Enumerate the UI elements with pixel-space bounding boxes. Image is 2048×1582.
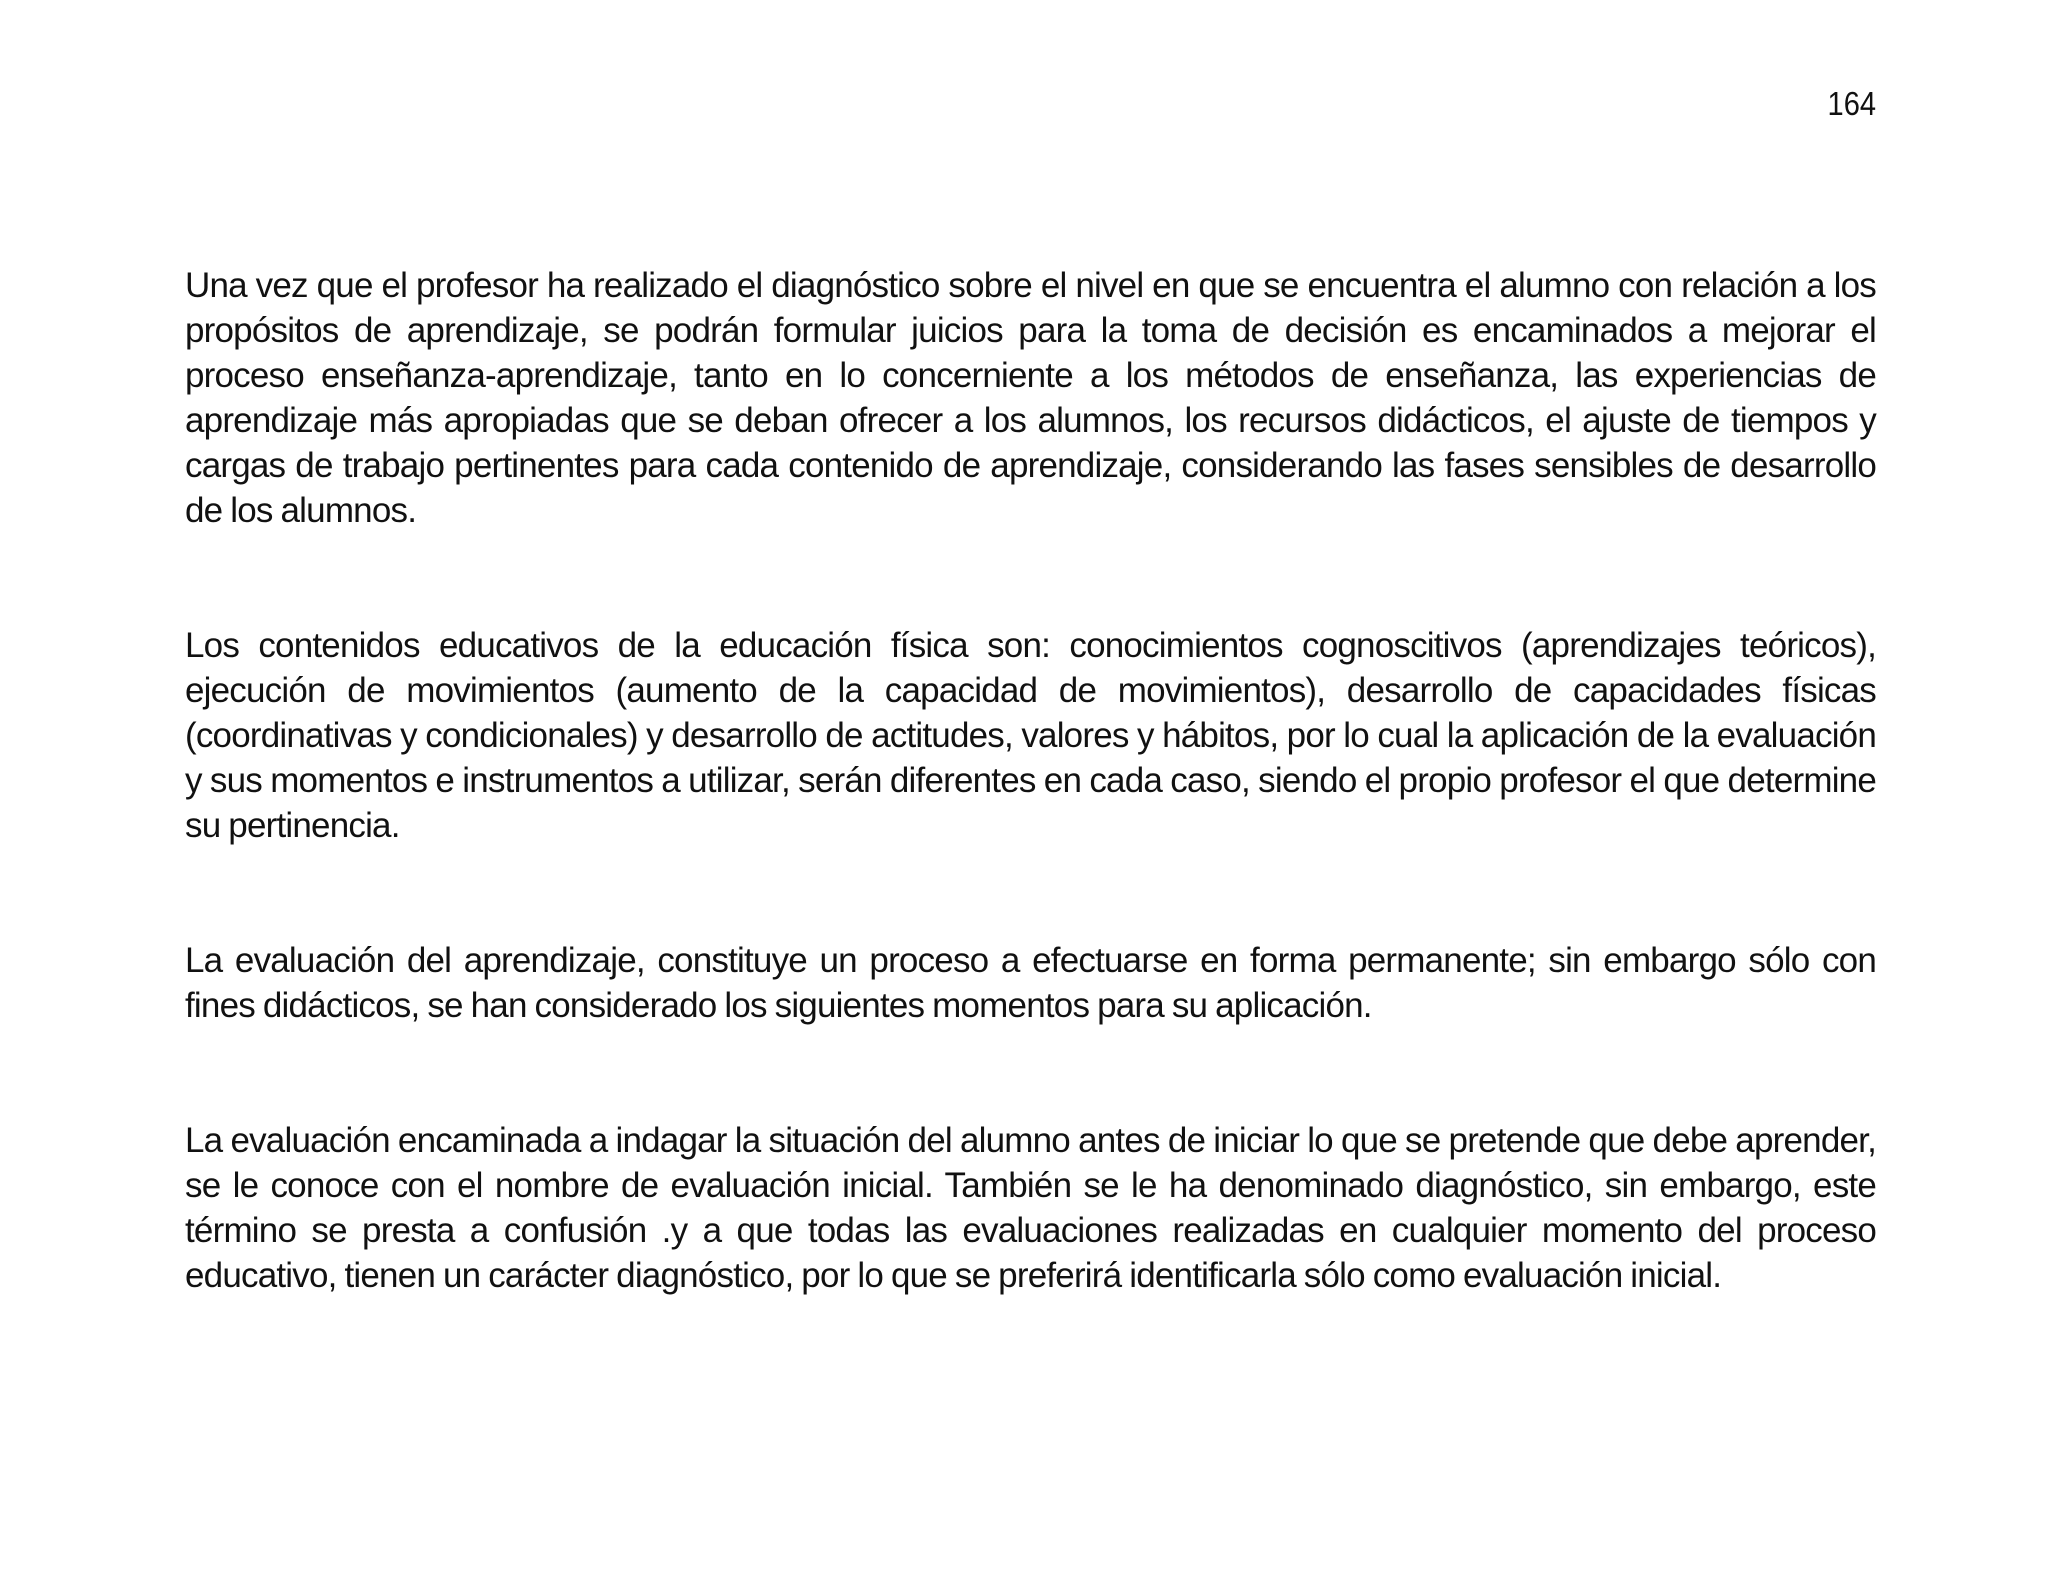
paragraph: Una vez que el profesor ha realizado el diagnóstico sobre el nivel en que se encuentra el alumno con relación a los propósitos de aprendizaje, se podrán formular juicios para la toma de decisión es encaminados a mejorar el proceso enseñanza-aprendizaje, tanto en lo concerniente a los métodos de enseñanza, las experiencias de aprendizaje más apropiadas que se deban ofrecer a los alumnos, los recursos didácticos, el ajuste de tiempos y cargas de trabajo pertinentes para cada contenido de aprendizaje, considerando las fases sensibles de desarrollo de los alumnos. (185, 266, 1876, 530)
document-body (185, 263, 1876, 1298)
page-number: 164 (1827, 85, 1876, 122)
paragraph: La evaluación encaminada a indagar la situación del alumno antes de iniciar lo que se pretende que debe aprender, se le conoce con el nombre de evaluación inicial. También se le ha denominado diagnóstico, sin embargo, este término se presta a confusión .y a que todas las evaluaciones realizadas en cualquier momento del proceso educativo, tienen un carácter diagnóstico, por lo que se preferirá identificarla sólo como evaluación inicial. (185, 1121, 1876, 1295)
paragraph: La evaluación del aprendizaje, constituye un proceso a efectuarse en forma permanente; sin embargo sólo con fines didácticos, se han considerado los siguientes momentos para su aplicación. (185, 941, 1876, 1025)
paragraph: Los contenidos educativos de la educación física son: conocimientos cognoscitivos (aprendizajes teóricos), ejecución de movimientos (aumento de la capacidad de movimientos), desarrollo de capacidades físicas (coordinativas y condicionales) y desarrollo de actitudes, valores y hábitos, por lo cual la aplicación de la evaluación y sus momentos e instrumentos a utilizar, serán diferentes en cada caso, siendo el propio profesor el que determine su pertinencia. (185, 626, 1876, 845)
